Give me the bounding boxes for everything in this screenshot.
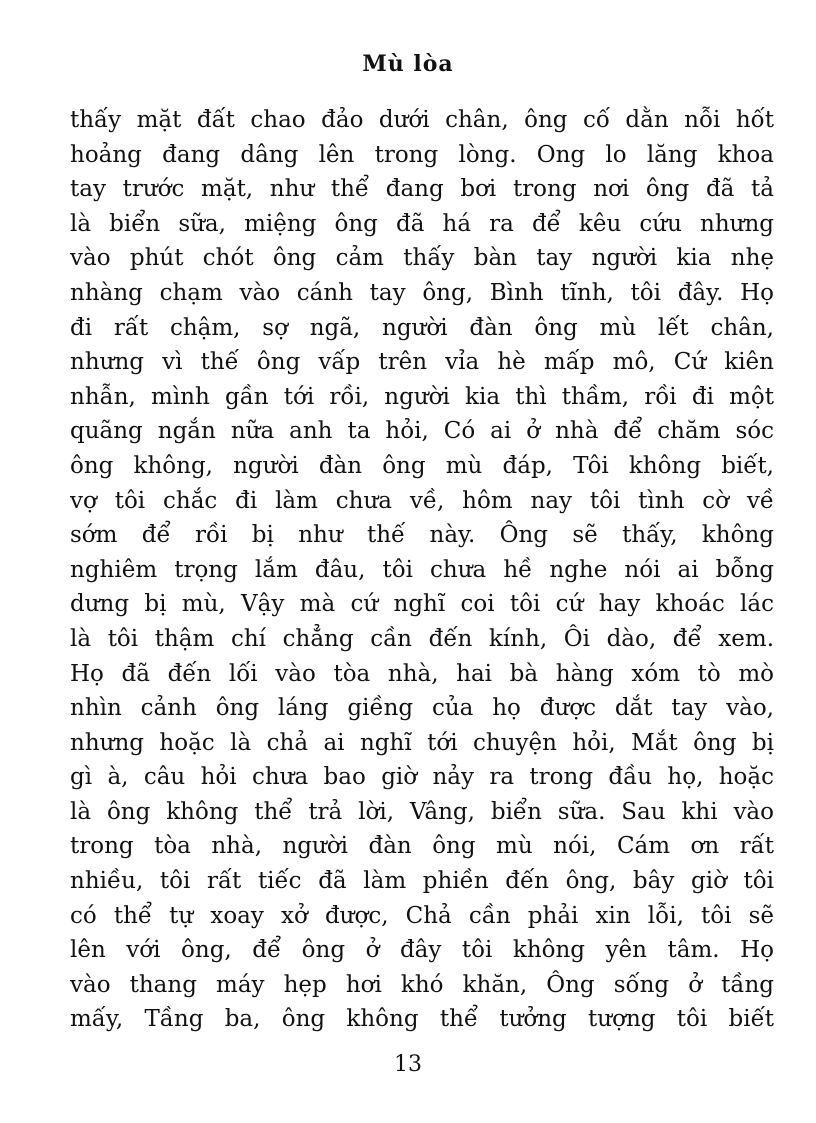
body-text xyxy=(70,103,774,1037)
text-line: đi rất chậm, sợ ngã, người đàn ông mù lết chân, xyxy=(70,314,774,341)
text-line: mấy, Tầng ba, ông không thể tưởng tượng tôi biết xyxy=(70,1006,774,1033)
text-line: nhàng chạm vào cánh tay ông, Bình tĩnh, tôi đây. Họ xyxy=(70,279,774,306)
text-line: nghiêm trọng lắm đâu, tôi chưa hề nghe nói ai bỗng xyxy=(70,556,774,583)
text-line: quãng ngắn nữa anh ta hỏi, Có ai ở nhà để chăm sóc xyxy=(70,418,774,445)
text-line: lên với ông, để ông ở đây tôi không yên tâm. Họ xyxy=(70,937,774,964)
text-line: có thể tự xoay xở được, Chả cần phải xin lỗi, tôi sẽ xyxy=(70,902,774,929)
text-line: là biển sữa, miệng ông đã há ra để kêu cứu nhưng xyxy=(70,210,774,237)
text-line: tay trước mặt, như thể đang bơi trong nơi ông đã tả xyxy=(70,176,774,203)
text-line: hoảng đang dâng lên trong lòng. Ong lo lăng khoa xyxy=(70,141,774,168)
running-header-title: Mù lòa xyxy=(362,51,454,77)
text-line: nhưng vì thế ông vấp trên vỉa hè mấp mô, Cứ kiên xyxy=(70,349,774,376)
text-line: là tôi thậm chí chẳng cần đến kính, Ôi dào, để xem. xyxy=(70,625,774,652)
text-line: ông không, người đàn ông mù đáp, Tôi không biết, xyxy=(70,452,774,479)
text-line: vào phút chót ông cảm thấy bàn tay người kia nhẹ xyxy=(70,245,774,272)
text-line: gì à, câu hỏi chưa bao giờ nảy ra trong đầu họ, hoặc xyxy=(70,764,774,791)
text-line: vào thang máy hẹp hơi khó khăn, Ông sống ở tầng xyxy=(70,971,774,998)
text-line: nhiều, tôi rất tiếc đã làm phiền đến ông, bây giờ tôi xyxy=(70,868,774,895)
text-line: Họ đã đến lối vào tòa nhà, hai bà hàng xóm tò mò xyxy=(70,660,774,687)
text-line: là ông không thể trả lời, Vâng, biển sữa. Sau khi vào xyxy=(70,798,774,825)
text-line: nhìn cảnh ông láng giềng của họ được dắt tay vào, xyxy=(70,695,774,722)
text-line: dưng bị mù, Vậy mà cứ nghĩ coi tôi cứ hay khoác lác xyxy=(70,591,774,618)
text-line: trong tòa nhà, người đàn ông mù nói, Cám ơn rất xyxy=(70,833,774,860)
page-number: 13 xyxy=(394,1052,422,1077)
text-line: vợ tôi chắc đi làm chưa về, hôm nay tôi tình cờ về xyxy=(70,487,774,514)
text-line: nhẫn, mình gần tới rồi, người kia thì thầm, rồi đi một xyxy=(70,383,774,410)
text-line: sớm để rồi bị như thế này. Ông sẽ thấy, không xyxy=(70,522,774,549)
text-line: thấy mặt đất chao đảo dưới chân, ông cố dằn nỗi hốt xyxy=(70,107,774,133)
text-line: nhưng hoặc là chả ai nghĩ tới chuyện hỏi, Mắt ông bị xyxy=(70,729,774,756)
